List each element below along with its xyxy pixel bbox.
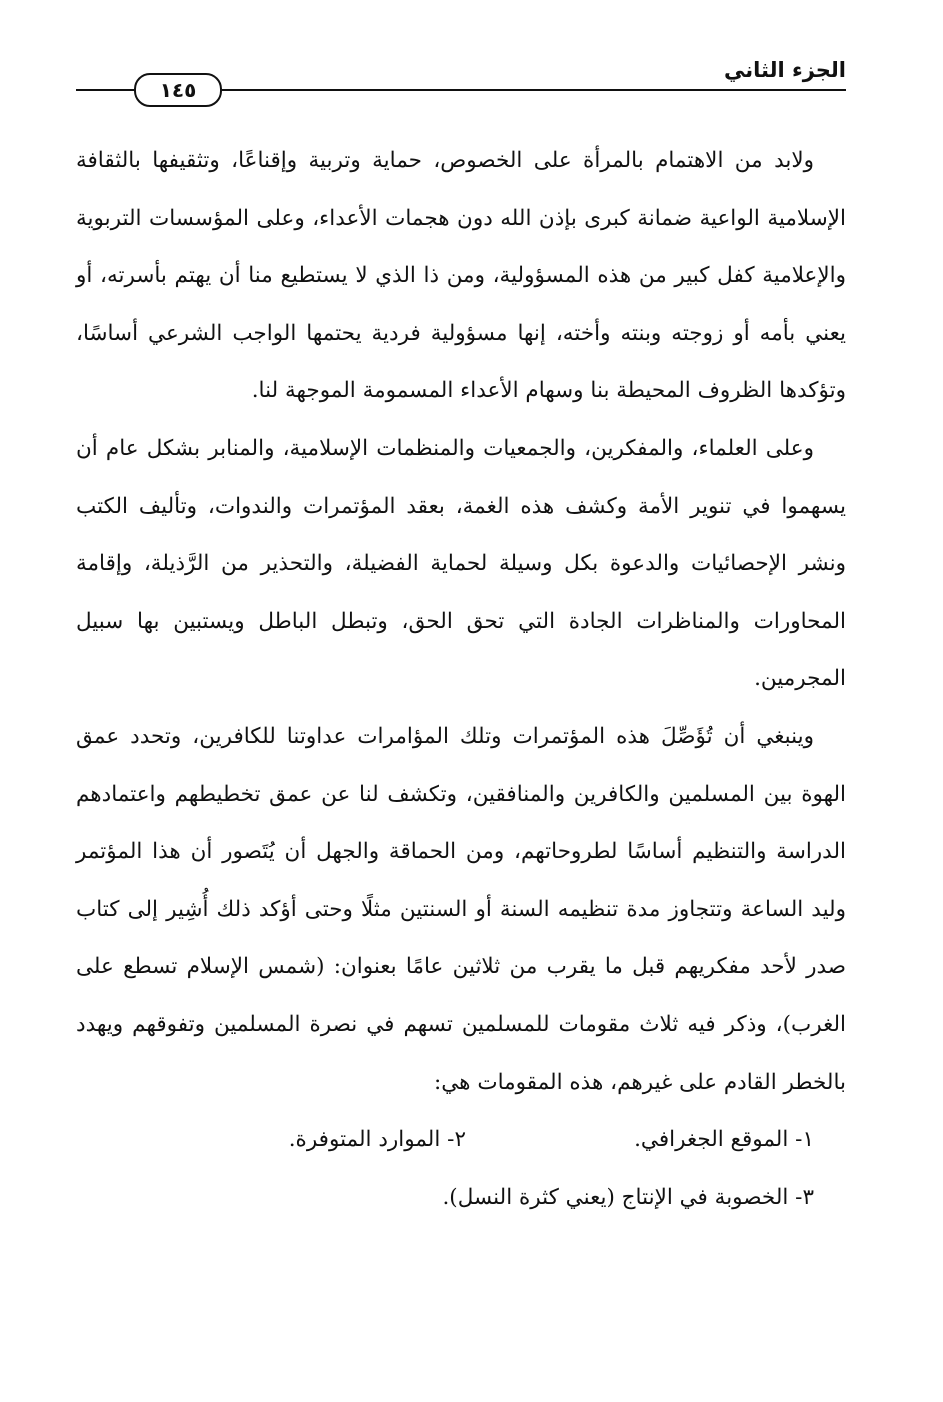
list-item-2: ٢- الموارد المتوفرة. — [288, 1127, 466, 1153]
list-item-1: ١- الموقع الجغرافي. — [634, 1127, 814, 1153]
paragraph-3: وينبغي أن تُؤَصِّلَ هذه المؤتمرات وتلك المؤامرات عداوتنا للكافرين، وتحدد عمق الهوة بين المسلمين والكافرين والمنافقين، وتكشف لنا عن عمق تخطيطهم واعتمادهم الدراسة والتنظيم أساسًا لطروحاتهم، ومن الحماقة والجهل أن يُتَصور أن هذا المؤتمر وليد الساعة وتتجاوز مدة تنظيمه السنة أو السنتين مثلًا وحتى أؤكد ذلك أُشِير إلى كتاب صدر لأحد مفكريهم قبل ما يقرب من ثلاثين عامًا بعنوان: (شمس الإسلام تسطع على الغرب)، وذكر فيه ثلاث مقومات للمسلمين تسهم في نصرة المسلمين وتفوقهم ويهدد بالخطر القادم على غيرهم، هذه المقومات هي: — [76, 723, 846, 1095]
items-row — [76, 1111, 846, 1169]
page-header — [76, 52, 846, 112]
paragraph-1: ولابد من الاهتمام بالمرأة على الخصوص، حماية وتربية وإقناعًا، وتثقيفها بالثقافة الإسلامية الواعية ضمانة كبرى بإذن الله دون هجمات الأعداء، وعلى المؤسسات التربوية والإعلامية كفل كبير من هذه المسؤولية، ومن ذا الذي لا يستطيع منا أن يهتم بأسرته، أو يعني بأمه أو زوجته وبنته وأخته، إنها مسؤولية فردية يحتمها الواجب الشرعي أساسًا، وتؤكدها الظروف المحيطة بنا وسهام الأعداء المسمومة الموجهة لنا. — [76, 148, 846, 404]
part-title: الجزء الثاني — [723, 58, 846, 82]
body-text — [76, 132, 846, 1226]
paragraph-2: وعلى العلماء، والمفكرين، والجمعيات والمنظمات الإسلامية، والمنابر بشكل عام أن يسهموا في تنوير الأمة وكشف هذه الغمة، بعقد المؤتمرات والندوات، وتأليف الكتب ونشر الإحصائيات والدعوة بكل وسيلة لحماية الفضيلة، والتحذير من الرَّذيلة، وإقامة المحاورات والمناظرات الجادة التي تحق الحق، وتبطل الباطل ويستبين بها سبيل المجرمين. — [76, 435, 846, 692]
list-item-3: ٣- الخصوبة في الإنتاج (يعني كثرة النسل). — [442, 1184, 814, 1210]
page-number: ١٤٥ — [134, 73, 222, 107]
